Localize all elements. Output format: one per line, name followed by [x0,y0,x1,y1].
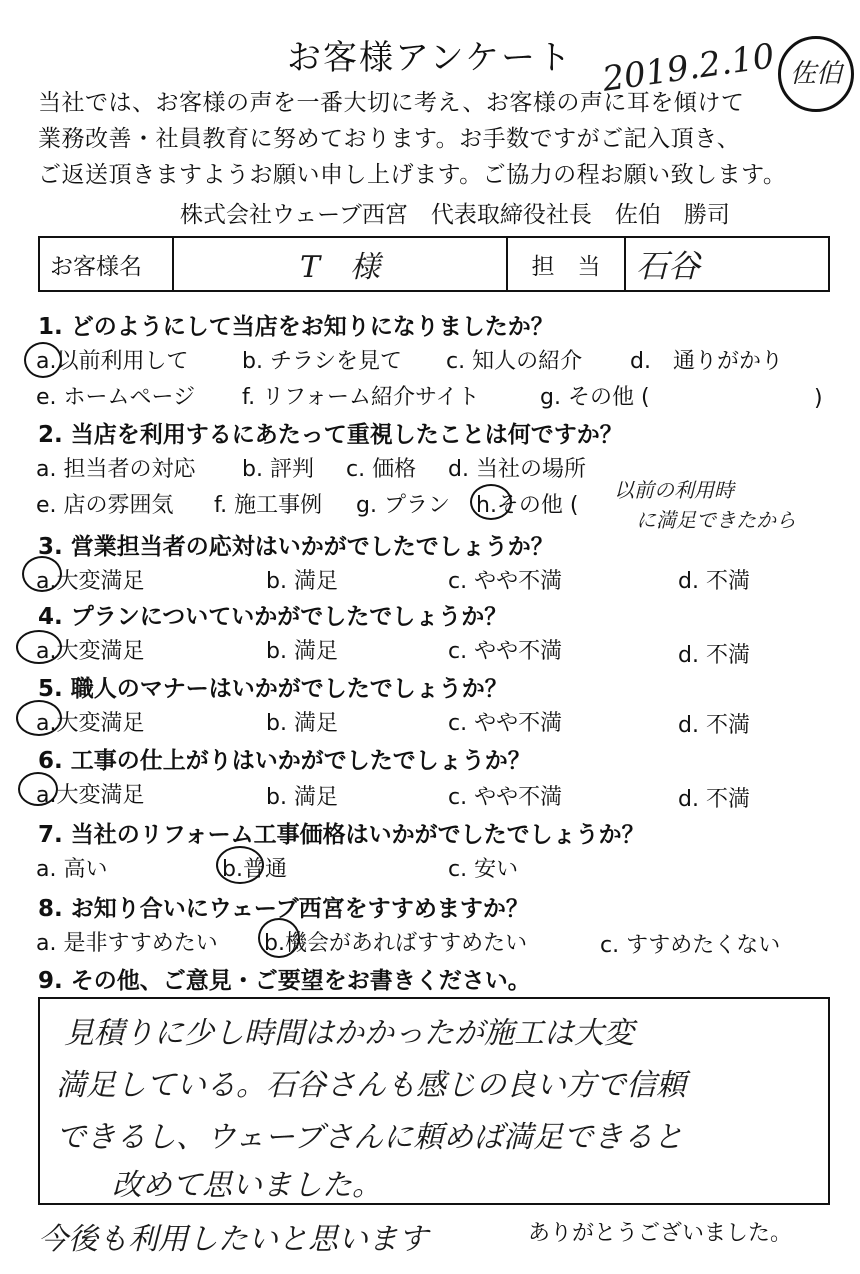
company-signature: 株式会社ウェーブ西宮 代表取締役社長 佐伯 勝司 [180,202,730,228]
q1-option-f: f. リフォーム紹介サイト [242,385,480,410]
customer-table [38,236,830,292]
question-8: 8. お知り合いにウェーブ西宮をすすめますか？ [38,896,529,922]
q7-option-b: b.普通 [222,857,287,882]
question-4: 4. プランについていかがでしたでしょうか？ [38,604,508,630]
q4-option-a: a.大変満足 [36,639,145,664]
intro-line-3: ご返送頂きますようお願い申し上げます。ご協力の程お願い致します。 [38,162,787,188]
q1-option-g-close: ) [814,386,823,411]
question-2: 2. 当店を利用するにあたって重視したことは何ですか？ [38,422,623,448]
question-5: 5. 職人のマナーはいかがでしたでしょうか？ [38,676,508,702]
q7-option-c: c. 安い [448,857,519,882]
question-9: 9. その他、ご意見・ご要望をお書きください。 [38,968,531,994]
q8-option-c: c. すすめたくない [600,933,781,958]
q1-option-g: g. その他 ( [540,385,650,410]
customer-name-label: お客様名 [39,237,173,291]
q2-option-e: e. 店の雰囲気 [36,493,174,518]
q4-option-c: c. やや不満 [448,639,563,664]
q2-option-c: c. 価格 [346,457,417,482]
intro-line-1: 当社では、お客様の声を一番大切に考え、お客様の声に耳を傾けて [38,90,745,116]
handwritten-date: 2019.2.10 [600,36,777,100]
q5-option-c: c. やや不満 [448,711,563,736]
question-3: 3. 営業担当者の応対はいかがでしたでしょうか？ [38,534,554,560]
customer-name-value: T 様 [173,237,507,291]
question-6: 6. 工事の仕上がりはいかがでしたでしょうか？ [38,748,531,774]
q1-option-c: c. 知人の紹介 [446,349,583,374]
q3-answer-circle [22,556,62,592]
q5-option-a: a.大変満足 [36,711,145,736]
q6-answer-circle [18,772,58,806]
q1-option-d: d. 通りがかり [630,349,783,374]
q2-option-b: b. 評判 [242,457,314,482]
q1-option-b: b. チラシを見て [242,349,402,374]
q5-answer-circle [16,700,62,736]
staff-value: 石谷 [625,237,829,291]
intro-line-2: 業務改善・社員教育に努めております。お手数ですがご記入頂き、 [38,126,741,152]
q2-option-f: f. 施工事例 [214,493,323,518]
q3-option-d: d. 不満 [678,569,750,594]
seal-stamp: 佐伯 [778,36,854,112]
comment-line-2: 満足している。石谷さんも感じの良い方で信頼 [56,1068,686,1103]
footer-handwritten-note: 今後も利用したいと思います [38,1222,428,1257]
q8-answer-circle [258,918,300,958]
q1-option-e: e. ホームページ [36,385,196,410]
q8-option-b: b.機会があればすすめたい [264,931,528,956]
q2-h-answer-line-1: 以前の利用時 [614,478,734,502]
q5-option-d: d. 不満 [678,713,750,738]
staff-label: 担 当 [507,237,625,291]
q6-option-d: d. 不満 [678,787,750,812]
question-7: 7. 当社のリフォーム工事価格はいかがでしたでしょうか？ [38,822,645,848]
q2-h-answer-line-2: に満足できたから [636,508,796,532]
q7-option-a: a. 高い [36,857,108,882]
q4-option-b: b. 満足 [266,639,338,664]
question-1: 1. どのようにして当店をお知りになりましたか？ [38,314,554,340]
thanks-text: ありがとうございました。 [528,1221,793,1246]
q7-answer-circle [216,846,264,884]
q1-answer-circle [24,342,62,378]
q3-option-b: b. 満足 [266,569,338,594]
q6-option-a: a.大変満足 [36,783,145,808]
comment-line-3: できるし、ウェーブさんに頼めば満足できると [56,1120,684,1155]
q6-option-c: c. やや不満 [448,785,563,810]
q3-option-a: a.大変満足 [36,569,145,594]
q8-option-a: a. 是非すすめたい [36,931,218,956]
q2-option-g: g. プラン [356,493,450,518]
q2-option-a: a. 担当者の対応 [36,457,196,482]
q2-option-d: d. 当社の場所 [448,457,586,482]
q3-option-c: c. やや不満 [448,569,563,594]
q5-option-b: b. 満足 [266,711,338,736]
q2-answer-circle [470,484,512,520]
q2-option-h: h.その他 ( [476,493,579,518]
comment-line-1: 見積りに少し時間はかかったが施工は大変 [64,1016,634,1051]
q4-answer-circle [16,630,62,664]
survey-title: お客様アンケート [287,38,573,78]
q6-option-b: b. 満足 [266,785,338,810]
q4-option-d: d. 不満 [678,643,750,668]
comment-line-4: 改めて思いました。 [112,1168,382,1203]
q1-option-a: a.以前利用して [36,349,189,374]
